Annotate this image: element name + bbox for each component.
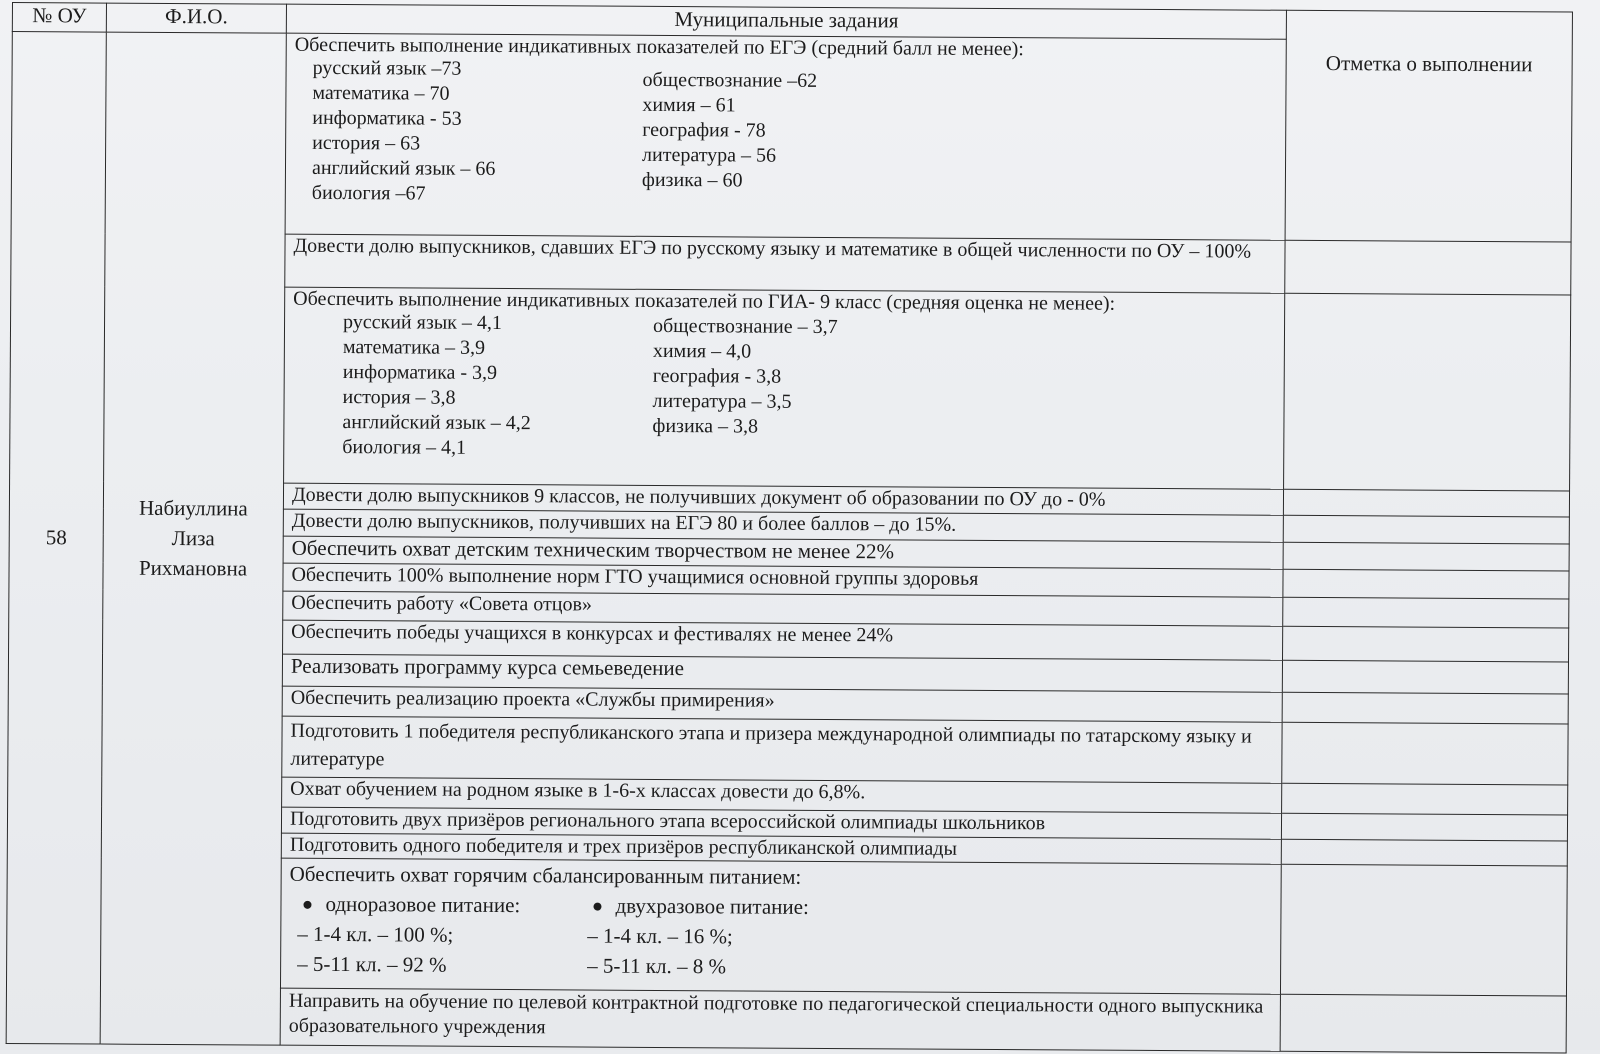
bullet-icon [593,903,601,911]
gia-item: физика – 3,8 [652,415,759,438]
task-food [280,858,1281,994]
food-one-title: одноразовое питание: [325,892,521,918]
gia-title: Обеспечить выполнение индикативных показателей по ГИА- 9 класс (средняя оценка не менее): [293,288,1116,316]
mark-cell[interactable] [1280,994,1566,1053]
mark-cell[interactable] [1282,722,1568,785]
gia-item: русский язык – 4,1 [342,311,502,335]
ege-item: литература – 56 [642,143,777,167]
mark-cell[interactable] [1280,864,1567,995]
task-text: Обеспечить работу «Совета отцов» [283,591,1283,627]
food-two-title: двухразовое питание: [615,893,809,919]
ege-item: химия – 61 [642,93,736,117]
header-tasks: Муниципальные задания [286,4,1286,39]
school-number: 58 [6,31,106,1044]
task-text: Обеспечить охват детским техническим творчеством не менее 22% [283,536,1283,570]
ege-item: история – 63 [312,131,421,155]
mark-cell[interactable] [1283,489,1569,517]
task-text: Реализовать программу курса семьеведение [282,655,1282,693]
gia-item: литература – 3,5 [652,390,792,414]
ege-item: математика – 70 [312,81,450,105]
ege-item: физика – 60 [641,168,743,192]
task-text: Охват обучением на родном языке в 1-6-х классах довести до 6,8%. [282,778,1282,814]
mark-cell[interactable] [1283,597,1569,628]
ege-item: русский язык –73 [312,56,462,80]
header-fio: Ф.И.О. [106,3,286,33]
task-text: Подготовить двух призёров регионального этапа всероссийской олимпиады школьников [281,807,1281,839]
person-first-name: Лиза [171,526,215,551]
bullet-icon [303,901,311,909]
person-patronymic: Рихмановна [138,556,248,581]
mark-cell[interactable] [1285,241,1571,296]
food-two-a: – 1-4 кл. – 16 %; [587,923,733,949]
food-title: Обеспечить охват горячим сбалансированным питанием: [289,861,802,889]
task-text: Обеспечить победы учащихся в конкурсах и фестивалях не менее 24% [283,621,1283,661]
mark-cell[interactable] [1283,627,1569,663]
gia-item: английский язык – 4,2 [342,411,531,435]
ege-item: обществознание –62 [642,68,818,92]
mark-cell[interactable] [1284,294,1571,491]
ege-title: Обеспечить выполнение индикативных показателей по ЕГЭ (средний балл не менее): [294,33,1024,60]
task-text: Довести долю выпускников, получивших на ЕГЭ 80 и более баллов – до 15%. [283,509,1283,542]
task-text: Направить на обучение по целевой контрактной подготовке по педагогической специальности одного выпускника образовательного учреждения [280,988,1280,1052]
mark-cell[interactable] [1281,839,1567,866]
person-surname: Набиуллина [138,496,248,521]
task-text: Обеспечить 100% выполнение норм ГТО учащимися основной группы здоровья [283,563,1283,597]
ege-item: информатика - 53 [312,106,462,130]
mark-cell[interactable] [1283,542,1569,571]
header-school-no: № ОУ [12,3,106,32]
ege-item: английский язык – 66 [311,156,496,180]
mark-cell[interactable] [1282,692,1568,723]
mark-cell[interactable] [1283,569,1569,598]
mark-cell[interactable] [1283,515,1569,543]
gia-item: биология – 4,1 [342,436,467,460]
gia-item: обществознание – 3,7 [652,315,838,339]
person-name [100,32,286,1045]
mark-cell[interactable] [1281,813,1567,840]
gia-item: химия – 4,0 [652,340,752,363]
ege-item: биология –67 [311,181,426,205]
gia-item: информатика - 3,9 [342,361,498,385]
task-text: Подготовить одного победителя и трех призёров республиканской олимпиады [281,833,1281,865]
gia-item: география - 3,8 [652,365,782,389]
gia-item: математика – 3,9 [342,336,486,360]
header-mark: Отметка о выполнении [1285,10,1572,242]
food-one-b: – 5-11 кл. – 92 % [297,951,447,977]
ege-item: география - 78 [642,118,766,142]
mark-cell[interactable] [1282,784,1568,815]
task-gia [284,287,1285,488]
task-ege [285,33,1286,241]
food-one-a: – 1-4 кл. – 100 %; [297,921,454,947]
task-text: Обеспечить реализацию проекта «Службы примирения» [282,686,1282,722]
food-two-b: – 5-11 кл. – 8 % [587,953,727,979]
gia-item: история – 3,8 [342,386,456,410]
tasks-table [6,2,1573,1054]
mark-cell[interactable] [1282,661,1568,695]
task-text: Подготовить 1 победителя республиканского этапа и призера международной олимпиады по татарскому языку и литературе [282,716,1282,784]
task-text: Довести долю выпускников 9 классов, не получивших документ об образовании по ОУ до - 0% [283,483,1283,516]
task-share-text: Довести долю выпускников, сдавших ЕГЭ по русскому языку и математике в общей численности по ОУ – 100% [285,234,1285,293]
